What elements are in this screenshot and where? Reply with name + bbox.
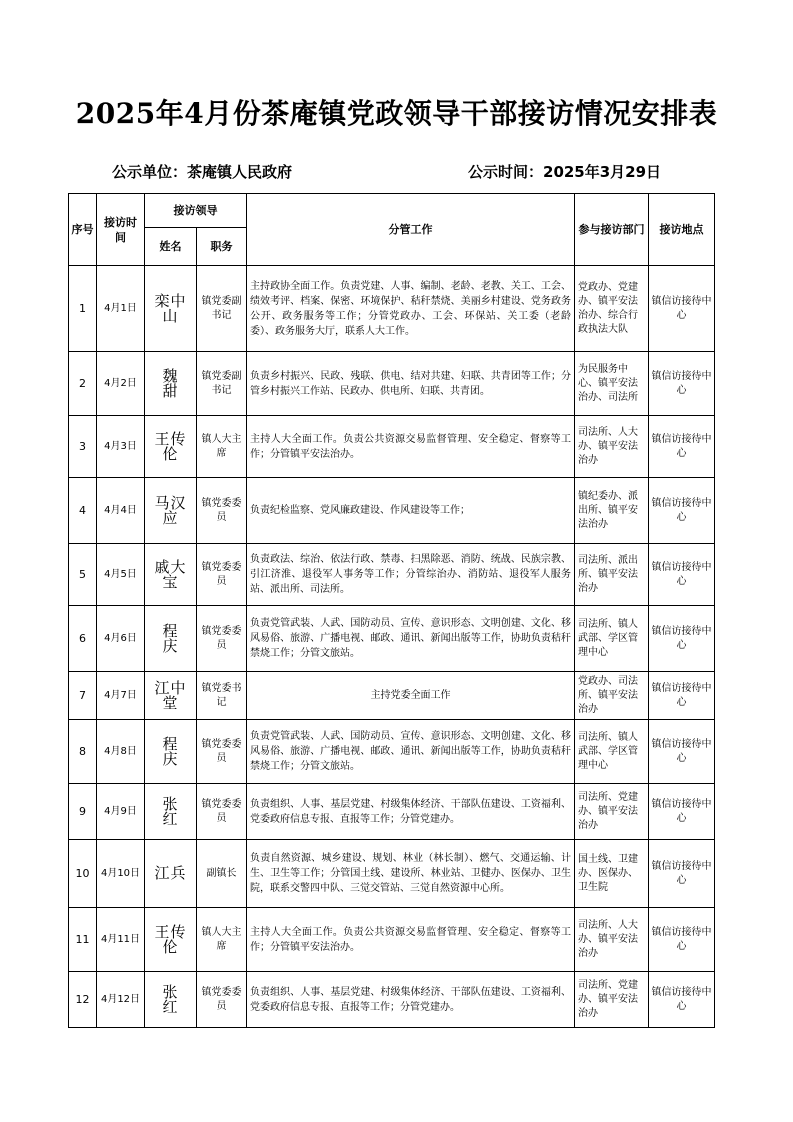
table-row — [69, 720, 715, 784]
row-duty: 负责组织、人事、基层党建、村级集体经济、干部队伍建设、工资福利、党委政府信息专报、直报等工作；分管党建办。 — [247, 972, 575, 1028]
row-departments: 国土线、卫建办、医保办、卫生院 — [575, 840, 649, 908]
row-departments: 党政办、司法所、镇平安法治办 — [575, 672, 649, 720]
row-departments: 司法所、派出所、镇平安法治办 — [575, 544, 649, 606]
row-departments: 司法所、人大办、镇平安法治办 — [575, 416, 649, 478]
row-departments: 党政办、党建办、镇平安法治办、综合行政执法大队 — [575, 266, 649, 352]
row-location: 镇信访接待中心 — [649, 606, 715, 672]
row-departments: 司法所、党建办、镇平安法治办 — [575, 784, 649, 840]
row-duty: 负责纪检监察、党风廉政建设、作风建设等工作； — [247, 478, 575, 544]
table-row — [69, 972, 715, 1028]
header-seq: 序号 — [69, 194, 97, 266]
row-location: 镇信访接待中心 — [649, 672, 715, 720]
row-leader-name: 程 庆 — [145, 720, 197, 784]
row-leader-name: 马汉应 — [145, 478, 197, 544]
row-location: 镇信访接待中心 — [649, 840, 715, 908]
row-leader-post: 镇党委副书记 — [197, 352, 247, 416]
row-leader-post: 镇党委委员 — [197, 606, 247, 672]
header-dept: 参与接访部门 — [575, 194, 649, 266]
row-duty: 负责自然资源、城乡建设、规划、林业（林长制）、燃气、交通运输、计生、卫生等工作；分管国土线、建设所、林业站、卫健办、医保办、卫生院，联系交警四中队、三觉交管站、三觉自然资源中心所。 — [247, 840, 575, 908]
header-duty: 分管工作 — [247, 194, 575, 266]
row-seq: 5 — [69, 544, 97, 606]
row-leader-post: 镇人大主席 — [197, 908, 247, 972]
row-leader-name: 江兵 — [145, 840, 197, 908]
row-seq: 3 — [69, 416, 97, 478]
row-departments: 司法所、人大办、镇平安法治办 — [575, 908, 649, 972]
publish-time-label: 公示时间：2025年3月29日 — [468, 163, 662, 181]
row-leader-post: 镇党委委员 — [197, 478, 247, 544]
row-duty: 主持人大全面工作。负责公共资源交易监督管理、安全稳定、督察等工作；分管镇平安法治办。 — [247, 908, 575, 972]
table-row — [69, 784, 715, 840]
page-title: 2025年4月份茶庵镇党政领导干部接访情况安排表 — [75, 97, 718, 130]
row-location: 镇信访接待中心 — [649, 478, 715, 544]
row-leader-post: 镇党委副书记 — [197, 266, 247, 352]
row-duty: 主持人大全面工作。负责公共资源交易监督管理、安全稳定、督察等工作；分管镇平安法治办。 — [247, 416, 575, 478]
row-seq: 4 — [69, 478, 97, 544]
row-leader-post: 副镇长 — [197, 840, 247, 908]
row-location: 镇信访接待中心 — [649, 544, 715, 606]
table-row — [69, 672, 715, 720]
row-date: 4月6日 — [97, 606, 145, 672]
row-seq: 7 — [69, 672, 97, 720]
row-seq: 2 — [69, 352, 97, 416]
row-departments: 为民服务中心、镇平安法治办、司法所 — [575, 352, 649, 416]
row-duty: 负责乡村振兴、民政、残联、供电、结对共建、妇联、共青团等工作；分管乡村振兴工作站、民政办、供电所、妇联、共青团。 — [247, 352, 575, 416]
table-row — [69, 416, 715, 478]
row-date: 4月3日 — [97, 416, 145, 478]
row-seq: 8 — [69, 720, 97, 784]
row-seq: 10 — [69, 840, 97, 908]
row-duty: 主持政协全面工作。负责党建、人事、编制、老龄、老教、关工、工会、绩效考评、档案、保密、环境保护、秸秆禁烧、美丽乡村建设、党务政务公开、政务服务等工作；分管党政办、工会、环保站、关工委（老龄委）、政务服务大厅，联系人大工作。 — [247, 266, 575, 352]
row-duty: 主持党委全面工作 — [247, 672, 575, 720]
row-departments: 司法所、党建办、镇平安法治办 — [575, 972, 649, 1028]
row-date: 4月5日 — [97, 544, 145, 606]
table-row — [69, 908, 715, 972]
row-date: 4月2日 — [97, 352, 145, 416]
header-date: 接访时间 — [97, 194, 145, 266]
schedule-table — [68, 193, 715, 1028]
row-date: 4月9日 — [97, 784, 145, 840]
table-row — [69, 352, 715, 416]
row-leader-name: 王传伦 — [145, 908, 197, 972]
row-leader-post: 镇党委委员 — [197, 972, 247, 1028]
row-duty: 负责组织、人事、基层党建、村级集体经济、干部队伍建设、工资福利、党委政府信息专报、直报等工作；分管党建办。 — [247, 784, 575, 840]
row-location: 镇信访接待中心 — [649, 266, 715, 352]
row-date: 4月12日 — [97, 972, 145, 1028]
row-leader-name: 戚大宝 — [145, 544, 197, 606]
row-leader-name: 魏 甜 — [145, 352, 197, 416]
table-row — [69, 840, 715, 908]
row-leader-post: 镇党委委员 — [197, 720, 247, 784]
row-leader-name: 张 红 — [145, 784, 197, 840]
row-location: 镇信访接待中心 — [649, 784, 715, 840]
row-duty: 负责党管武装、人武、国防动员、宣传、意识形态、文明创建、文化、移风易俗、旅游、广播电视、邮政、通讯、新闻出版等工作，协助负责秸秆禁烧工作；分管文旅站。 — [247, 606, 575, 672]
row-leader-name: 王传伦 — [145, 416, 197, 478]
table-row — [69, 266, 715, 352]
row-location: 镇信访接待中心 — [649, 720, 715, 784]
row-leader-name: 张 红 — [145, 972, 197, 1028]
row-seq: 1 — [69, 266, 97, 352]
row-departments: 镇纪委办、派出所、镇平安法治办 — [575, 478, 649, 544]
row-location: 镇信访接待中心 — [649, 352, 715, 416]
row-location: 镇信访接待中心 — [649, 908, 715, 972]
row-leader-name: 程 庆 — [145, 606, 197, 672]
row-departments: 司法所、镇人武部、学区管理中心 — [575, 720, 649, 784]
row-leader-post: 镇党委委员 — [197, 784, 247, 840]
row-date: 4月8日 — [97, 720, 145, 784]
row-duty: 负责政法、综治、依法行政、禁毒、扫黑除恶、消防、统战、民族宗教、引江济淮、退役军人事务等工作；分管综治办、消防站、退役军人服务站、派出所、司法所。 — [247, 544, 575, 606]
table-row — [69, 606, 715, 672]
row-location: 镇信访接待中心 — [649, 972, 715, 1028]
header-leader: 接访领导 — [145, 194, 247, 228]
header-location: 接访地点 — [649, 194, 715, 266]
row-seq: 9 — [69, 784, 97, 840]
row-leader-post: 镇党委委员 — [197, 544, 247, 606]
row-seq: 12 — [69, 972, 97, 1028]
table-header — [69, 194, 715, 266]
row-leader-post: 镇党委书记 — [197, 672, 247, 720]
row-date: 4月11日 — [97, 908, 145, 972]
table-body — [69, 266, 715, 1028]
row-seq: 6 — [69, 606, 97, 672]
row-location: 镇信访接待中心 — [649, 416, 715, 478]
header-post: 职务 — [197, 228, 247, 266]
publisher-label: 公示单位：茶庵镇人民政府 — [112, 163, 293, 181]
row-leader-name: 栾中山 — [145, 266, 197, 352]
row-date: 4月10日 — [97, 840, 145, 908]
row-duty: 负责党管武装、人武、国防动员、宣传、意识形态、文明创建、文化、移风易俗、旅游、广播电视、邮政、通讯、新闻出版等工作，协助负责秸秆禁烧工作；分管文旅站。 — [247, 720, 575, 784]
row-leader-name: 江中堂 — [145, 672, 197, 720]
row-seq: 11 — [69, 908, 97, 972]
table-row — [69, 478, 715, 544]
row-date: 4月4日 — [97, 478, 145, 544]
row-date: 4月1日 — [97, 266, 145, 352]
row-leader-post: 镇人大主席 — [197, 416, 247, 478]
row-date: 4月7日 — [97, 672, 145, 720]
table-row — [69, 544, 715, 606]
header-name: 姓名 — [145, 228, 197, 266]
row-departments: 司法所、镇人武部、学区管理中心 — [575, 606, 649, 672]
